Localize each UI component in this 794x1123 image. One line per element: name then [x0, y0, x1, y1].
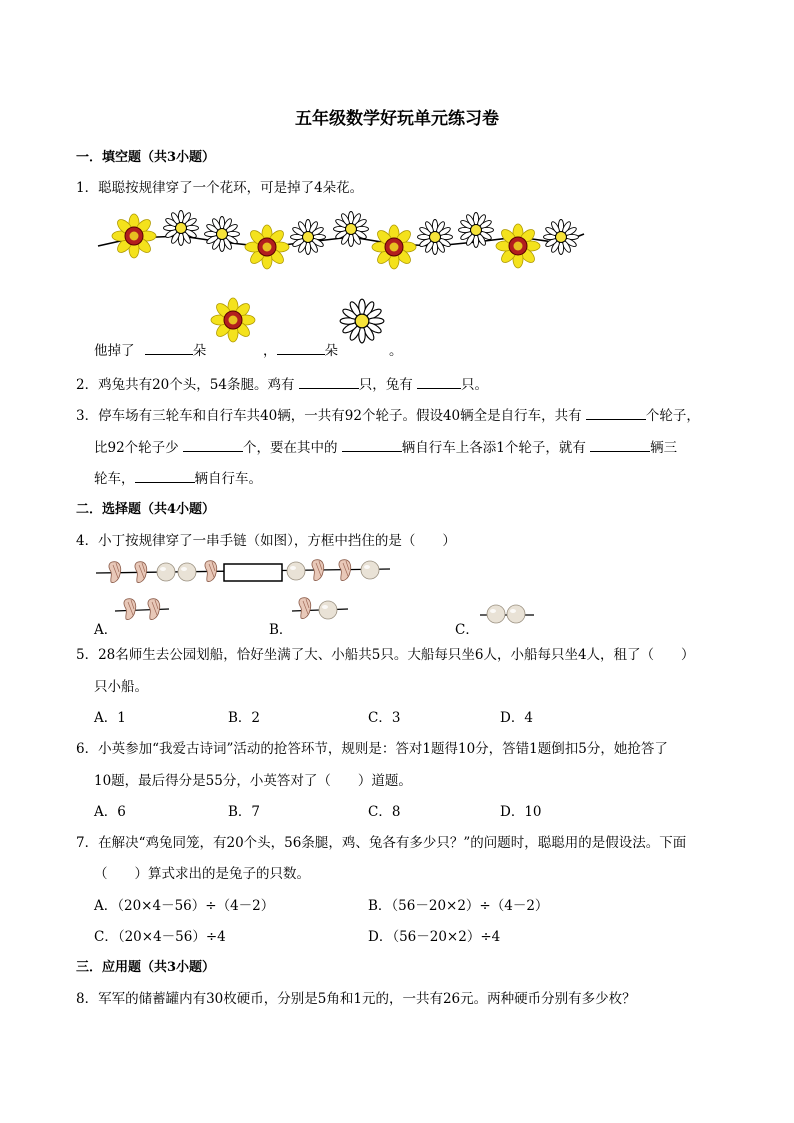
blank-total-wheels[interactable]: [586, 405, 646, 420]
section-heading-fill: 一．填空题（共3小题）: [76, 150, 216, 165]
sunflower-icon: [245, 225, 289, 269]
sunflower-icon: [372, 225, 416, 269]
option-c[interactable]: C．8: [368, 804, 401, 820]
option-d[interactable]: D．4: [500, 710, 533, 726]
daisy-icon: [337, 296, 389, 348]
shell-icon: [109, 562, 121, 583]
unit-label: 朵: [192, 343, 207, 359]
question-7-line-1: 7．在解决“鸡兔同笼，有20个头，56条腿，鸡、兔各有多少只？”的问题时，聪聪用的是假设法。下面: [76, 835, 687, 851]
page-title: 五年级数学好玩单元练习卷: [295, 109, 499, 129]
option-a[interactable]: A．1: [94, 710, 126, 726]
question-7-line-2: （ ）算式求出的是兔子的只数。: [94, 866, 310, 882]
blank-sunflower-count[interactable]: [145, 340, 193, 355]
blank-daisy-count[interactable]: [277, 340, 325, 355]
question-3-text-f: 辆三: [650, 440, 678, 456]
question-2: [76, 373, 488, 393]
option-a[interactable]: A．: [94, 622, 118, 638]
option-c[interactable]: C．: [455, 622, 479, 638]
shell-icon: [124, 599, 136, 620]
period: 。: [389, 343, 403, 359]
daisy-icon: [205, 217, 240, 252]
comma: ，: [263, 343, 277, 359]
question-3-line-3: [94, 467, 262, 487]
blank-chicken-count[interactable]: [299, 374, 359, 389]
blank-rabbit-count[interactable]: [417, 374, 461, 389]
daisy-icon: [164, 211, 199, 246]
shell-icon: [312, 560, 324, 581]
question-3-text-e: 辆自行车上各添1个轮子，就有: [401, 440, 586, 456]
section-heading-application: 三．应用题（共3小题）: [76, 960, 216, 975]
question-1-answer-line-2: [263, 339, 338, 359]
flower-garland-figure: [96, 206, 596, 270]
option-d[interactable]: D．（56－20×2）÷4: [368, 929, 501, 945]
question-2-part-b: 只，兔有: [358, 377, 413, 393]
sunflower-icon: [112, 214, 156, 258]
option-c[interactable]: C．3: [368, 710, 401, 726]
daisy-icon: [291, 220, 326, 255]
option-b[interactable]: B．2: [228, 710, 261, 726]
question-3-text-g: 轮车，: [94, 471, 135, 487]
unit-label: 朵: [324, 343, 338, 359]
question-3-text-d: 个，要在其中的: [242, 440, 338, 456]
question-8-text: 8．军军的储蓄罐内有30枚硬币，分别是5角和1元的，一共有26元。两种硬币分别有多少枚？: [76, 991, 636, 1007]
option-a[interactable]: A．6: [94, 804, 126, 820]
hidden-box: [224, 564, 282, 581]
option-a-figure: [113, 596, 173, 626]
shell-icon: [135, 562, 147, 583]
question-3-line-1: [76, 404, 700, 424]
question-6-line-2: 10题，最后得分是55分，小英答对了（ ）道题。: [94, 773, 412, 789]
question-6-line-1: 6．小英参加“我爱古诗词”活动的抢答环节，规则是：答对1题得10分，答错1题倒扣5分，她抢答了: [76, 741, 668, 757]
question-5-line-1: 5．28名师生去公园划船，恰好坐满了大、小船共5只。大船每只坐6人，小船每只坐4人，租了（ ）: [76, 647, 695, 663]
question-5-line-2: 只小船。: [94, 679, 148, 695]
option-b[interactable]: B．（56－20×2）÷（4－2）: [368, 898, 549, 914]
blank-bicycles[interactable]: [135, 468, 195, 483]
blank-fewer-wheels[interactable]: [183, 437, 243, 452]
pearl-icon: [319, 601, 337, 619]
question-3-text-c: 比92个轮子少: [94, 440, 179, 456]
question-3-text-a: 3．停车场有三轮车和自行车共40辆，一共有92个轮子。假设40辆全是自行车，共有: [76, 408, 582, 424]
pearl-icon: [361, 561, 379, 579]
option-c-figure: [478, 600, 538, 626]
bracelet-figure: [94, 558, 394, 590]
daisy-icon: [544, 220, 579, 255]
section-heading-choice: 二．选择题（共4小题）: [76, 502, 216, 517]
question-3-text-b: 个轮子，: [645, 408, 700, 424]
daisy-icon: [334, 212, 369, 247]
question-2-part-a: 2．鸡兔共有20个头，54条腿。鸡有: [76, 377, 295, 393]
shell-icon: [205, 561, 217, 582]
question-2-part-c: 只。: [461, 377, 489, 393]
question-1-text: 1．聪聪按规律穿了一个花环，可是掉了4朵花。: [76, 180, 364, 196]
pearl-icon: [178, 563, 196, 581]
blank-bikes-to-add[interactable]: [342, 437, 402, 452]
answer-prefix: 他掉了: [94, 343, 135, 359]
question-4-text: 4．小丁按规律穿了一串手链（如图），方框中挡住的是（ ）: [76, 533, 456, 549]
option-b-figure: [290, 596, 350, 626]
pearl-icon: [487, 605, 505, 623]
question-3-text-h: 辆自行车。: [194, 471, 262, 487]
question-1-answer-line: [94, 339, 206, 359]
option-d[interactable]: D．10: [500, 804, 542, 820]
question-3-line-2: [94, 436, 677, 456]
sunflower-icon: [210, 296, 260, 346]
sunflower-icon: [496, 224, 540, 268]
daisy-icon: [459, 213, 494, 248]
option-a[interactable]: A．（20×4－56）÷（4－2）: [94, 898, 275, 914]
shell-icon: [148, 599, 160, 620]
shell-icon: [299, 598, 311, 619]
blank-tricycles[interactable]: [590, 437, 650, 452]
pearl-icon: [287, 562, 305, 580]
option-b[interactable]: B．7: [228, 804, 261, 820]
option-b[interactable]: B．: [269, 622, 293, 638]
pearl-icon: [157, 563, 175, 581]
daisy-icon: [418, 220, 453, 255]
option-c[interactable]: C．（20×4－56）÷4: [94, 929, 226, 945]
shell-icon: [339, 560, 351, 581]
pearl-icon: [507, 605, 525, 623]
